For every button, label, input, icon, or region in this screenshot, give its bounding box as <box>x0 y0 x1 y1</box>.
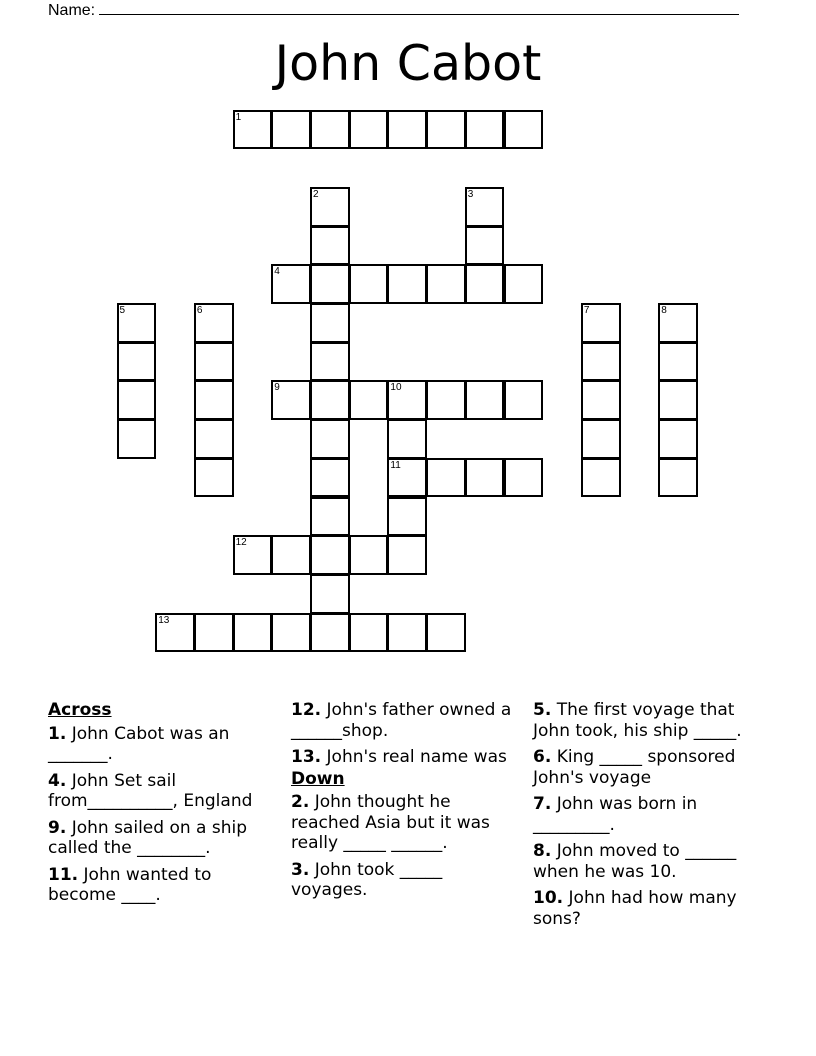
crossword-cell[interactable] <box>310 110 350 150</box>
crossword-cell[interactable] <box>349 535 389 575</box>
crossword-cell[interactable] <box>310 574 350 614</box>
crossword-cell[interactable] <box>194 613 234 653</box>
crossword-cell[interactable] <box>233 535 273 575</box>
crossword-cell[interactable] <box>310 497 350 537</box>
crossword-cell[interactable] <box>155 613 195 653</box>
crossword-cell[interactable] <box>504 380 544 420</box>
cell-number: 4 <box>274 266 280 278</box>
crossword-cell[interactable] <box>465 458 505 498</box>
cell-number: 3 <box>467 188 474 200</box>
crossword-cell[interactable] <box>271 535 311 575</box>
crossword-cell[interactable] <box>465 264 505 304</box>
crossword-cell[interactable] <box>310 303 350 343</box>
crossword-cell[interactable] <box>117 419 157 459</box>
crossword-cell[interactable] <box>194 419 234 459</box>
crossword-cell[interactable] <box>504 458 544 498</box>
crossword-cell[interactable] <box>271 264 311 304</box>
crossword-cell[interactable] <box>504 110 544 150</box>
crossword-cell[interactable] <box>426 110 466 150</box>
crossword-cell[interactable] <box>233 110 273 150</box>
crossword-cell[interactable] <box>387 380 427 420</box>
crossword-cell[interactable] <box>349 380 389 420</box>
crossword-cell[interactable] <box>658 303 698 343</box>
crossword-cell[interactable] <box>658 380 698 420</box>
crossword-cell[interactable] <box>426 613 466 653</box>
cell-number: 2 <box>313 188 319 200</box>
crossword-cell[interactable] <box>387 264 427 304</box>
crossword-cell[interactable] <box>310 458 350 498</box>
cell-number: 8 <box>661 305 667 316</box>
clue-down-10: 10. John had how many sons? <box>533 888 737 929</box>
clue-down-7: 7. John was born in _________. <box>533 794 698 835</box>
crossword-cell[interactable] <box>387 535 427 575</box>
crossword-cell[interactable] <box>349 110 389 150</box>
clue-down-2: 2. John thought he reached Asia but it was really _____ ______. <box>291 792 490 853</box>
crossword-cell[interactable] <box>271 380 311 420</box>
clue-across-13: 13. John's real name was <box>291 747 507 767</box>
cell-number: 6 <box>196 305 203 316</box>
clue-across-12: 12. John's father owned a ______shop. <box>291 700 512 741</box>
crossword-cell[interactable] <box>387 458 427 498</box>
clue-down-8: 8. John moved to ______ when he was 10. <box>533 841 737 882</box>
clues-column-3 <box>533 700 773 935</box>
crossword-cell[interactable] <box>581 303 621 343</box>
cell-number: 9 <box>274 382 280 394</box>
clue-across-9: 9. John sailed on a ship called the ________. <box>48 817 247 858</box>
crossword-cell[interactable] <box>465 187 505 227</box>
crossword-cell[interactable] <box>117 342 157 382</box>
crossword-cell[interactable] <box>387 613 427 653</box>
crossword-cell[interactable] <box>581 458 621 498</box>
clues-column-2 <box>291 700 516 907</box>
crossword-cell[interactable] <box>310 226 350 266</box>
clue-down-6: 6. King _____ sponsored John's voyage <box>533 747 736 788</box>
crossword-cell[interactable] <box>465 380 505 420</box>
crossword-cell[interactable] <box>387 110 427 150</box>
crossword-cell[interactable] <box>504 264 544 304</box>
crossword-cell[interactable] <box>310 613 350 653</box>
crossword-cell[interactable] <box>465 110 505 150</box>
name-label: Name: <box>48 2 96 19</box>
crossword-cell[interactable] <box>310 380 350 420</box>
cell-number: 10 <box>390 382 402 394</box>
clue-across-1: 1. John Cabot was an _______. <box>48 723 230 764</box>
page-title: John Cabot <box>274 35 542 92</box>
crossword-cell[interactable] <box>658 458 698 498</box>
crossword-cell[interactable] <box>349 264 389 304</box>
crossword-cell[interactable] <box>310 419 350 459</box>
crossword-cell[interactable] <box>387 497 427 537</box>
crossword-cell[interactable] <box>658 419 698 459</box>
crossword-cell[interactable] <box>194 458 234 498</box>
across-heading: Across <box>48 700 112 720</box>
crossword-cell[interactable] <box>117 380 157 420</box>
crossword-cell[interactable] <box>310 264 350 304</box>
crossword-cell[interactable] <box>426 458 466 498</box>
cell-number: 5 <box>119 305 126 316</box>
crossword-cell[interactable] <box>387 419 427 459</box>
cell-number: 7 <box>583 305 590 316</box>
crossword-cell[interactable] <box>117 303 157 343</box>
crossword-cell[interactable] <box>310 535 350 575</box>
clues-column-1 <box>48 700 273 912</box>
crossword-cell[interactable] <box>465 226 505 266</box>
crossword-cell[interactable] <box>194 303 234 343</box>
crossword-cell[interactable] <box>233 613 273 653</box>
crossword-cell[interactable] <box>581 419 621 459</box>
cell-number: 1 <box>235 111 242 123</box>
cell-number: 11 <box>390 459 401 471</box>
crossword-cell[interactable] <box>658 342 698 382</box>
crossword-cell[interactable] <box>581 380 621 420</box>
crossword-cell[interactable] <box>426 380 466 420</box>
crossword-cell[interactable] <box>271 613 311 653</box>
crossword-cell[interactable] <box>310 342 350 382</box>
crossword-cell[interactable] <box>426 264 466 304</box>
clue-down-3: 3. John took _____ voyages. <box>291 859 443 900</box>
crossword-cell[interactable] <box>271 110 311 150</box>
crossword-cell[interactable] <box>310 187 350 227</box>
cell-number: 12 <box>235 537 247 549</box>
crossword-cell[interactable] <box>194 380 234 420</box>
clue-across-4: 4. John Set sail from__________, England <box>48 770 253 811</box>
down-heading: Down <box>291 768 345 789</box>
clue-across-11: 11. John wanted to become ____. <box>48 864 212 905</box>
clue-down-5: 5. The first voyage that John took, his ship _____. <box>533 700 742 741</box>
crossword-cell[interactable] <box>194 342 234 382</box>
cell-number: 13 <box>158 614 170 626</box>
crossword-cell[interactable] <box>581 342 621 382</box>
crossword-cell[interactable] <box>349 613 389 653</box>
